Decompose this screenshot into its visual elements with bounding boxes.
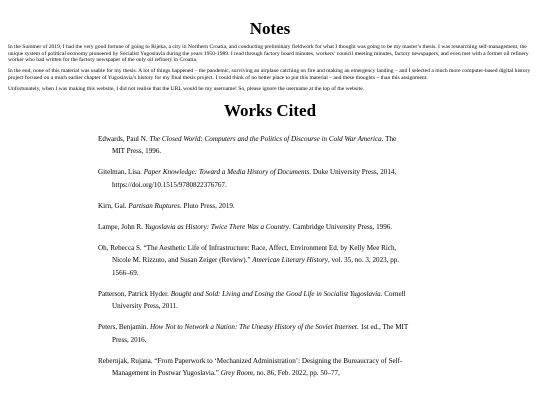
citation-title: Yugoslavia as History: Twice There Was a Country bbox=[144, 222, 290, 231]
citation-line bbox=[112, 334, 446, 347]
citation-text: . 1st ed., The MIT bbox=[356, 323, 409, 332]
citation-line bbox=[98, 200, 446, 213]
notes-paragraph: In the end, none of this material was usable for my thesis. A lot of things happened – the pandemic, surviving an airplane catching on fire and making an emergency landing – and I selected a much more computer-based digital history project focused on a much earlier chapter of Yugoslavia’s history for my final thesis project. I could think of no better place to put this material – and these thoughts – than this assignment. bbox=[8, 68, 531, 81]
citation-line bbox=[112, 145, 446, 158]
citation-text: https://doi.org/10.1515/9780822376767. bbox=[112, 180, 227, 189]
citation-text: 1566–69. bbox=[112, 268, 139, 277]
citation-text: , no. 86, Feb. 2022, pp. 50–77, bbox=[252, 369, 340, 378]
citation-line bbox=[98, 133, 446, 146]
notes-paragraph: Unfortunately, when I was making this website, I did not realise that the URL would be my username! So, please ignore the username at the top of the website. bbox=[8, 85, 365, 92]
citation-line bbox=[98, 221, 446, 234]
citation-line bbox=[112, 179, 446, 192]
citation-line bbox=[112, 254, 446, 267]
citation-line bbox=[98, 355, 446, 368]
citation-text: . Pluto Press, 2019. bbox=[179, 201, 235, 210]
citation-title: Paper Knowledge: Toward a Media History of Documents bbox=[143, 168, 310, 177]
citation-text: . Duke University Press, 2014, bbox=[309, 168, 397, 177]
citation-text: Management in Postwar Yugoslavia.” bbox=[112, 369, 221, 378]
citation-line bbox=[112, 267, 446, 280]
citation-text: Edwards, Paul N. bbox=[98, 134, 150, 143]
citation-entry bbox=[8, 200, 532, 213]
notes-heading: Notes bbox=[249, 19, 291, 38]
citation-title: American Literary History bbox=[252, 256, 328, 265]
citation-entry bbox=[8, 242, 532, 280]
citation-text: Press, 2016. bbox=[112, 335, 147, 344]
citation-line bbox=[112, 300, 446, 313]
citation-entry bbox=[8, 321, 532, 346]
citation-text: Rebernjak, Rujana. “From Paperwork to ‘Mechanized Administration’: Designing the Bureaucracy of Self- bbox=[98, 356, 403, 365]
citation-text: . Cornell bbox=[380, 289, 406, 298]
citation-title: The Closed World: Computers and the Politics of Discourse in Cold War America bbox=[149, 134, 382, 143]
citation-entry bbox=[8, 133, 532, 158]
citation-line bbox=[112, 367, 446, 380]
citation-text: . Cambridge University Press, 1996. bbox=[289, 222, 393, 231]
citation-text: Nicole M. Rizzuto, and Susan Zeiger (Review).” bbox=[112, 256, 253, 265]
citation-title: Bought and Sold: Living and Losing the Good Life in Socialist Yugoslavia bbox=[170, 289, 381, 298]
notes-paragraph: In the Summer of 2019, I had the very good fortune of going to Rijeka, a city in Northern Croatia, and conducting preliminary fieldwork for what I thought was going to be my master’s thesis. I was researching self-management, the unique system of political economy pioneered by Socialist Yugoslavia during the years 1950-1989. I read through factory board minutes, workers’ council meeting minutes, factory newspapers, and even met with a former oil refinery worker who had written for the factory newspaper of the only oil refinery in Croatia. bbox=[8, 44, 529, 64]
citation-text: Kirn, Gal. bbox=[98, 201, 129, 210]
citation-text: Lampe, John R. bbox=[98, 222, 145, 231]
citation-text: Peters, Benjamin. bbox=[98, 323, 151, 332]
citation-title: Grey Room bbox=[220, 369, 253, 378]
works-cited-heading: Works Cited bbox=[223, 100, 317, 120]
citation-text: Gitelman, Lisa. bbox=[98, 168, 144, 177]
citation-line bbox=[98, 321, 446, 334]
citation-text: Oh, Rebecca S. “The Aesthetic Life of Infrastructure: Race, Affect, Environment Ed. by Kelly Mee Rich, bbox=[98, 243, 397, 252]
citation-text: , vol. 35, no. 3, 2023, pp. bbox=[327, 256, 400, 265]
citation-title: How Not to Network a Nation: The Uneasy History of the Soviet Internet bbox=[150, 323, 357, 332]
citation-title: Partisan Ruptures bbox=[128, 201, 180, 210]
citation-entry bbox=[8, 355, 532, 380]
citation-line bbox=[98, 288, 446, 301]
citation-entry bbox=[8, 221, 532, 234]
citation-text: Patterson, Patrick Hyder. bbox=[98, 289, 171, 298]
citation-text: . The bbox=[381, 134, 397, 143]
citation-entry bbox=[8, 166, 532, 191]
citation-entry bbox=[8, 288, 532, 313]
citation-text: MIT Press, 1996. bbox=[112, 147, 162, 156]
citation-line bbox=[98, 242, 446, 255]
citation-line bbox=[98, 166, 446, 179]
works-cited-list bbox=[8, 133, 532, 380]
citation-text: University Press, 2011. bbox=[112, 302, 178, 311]
